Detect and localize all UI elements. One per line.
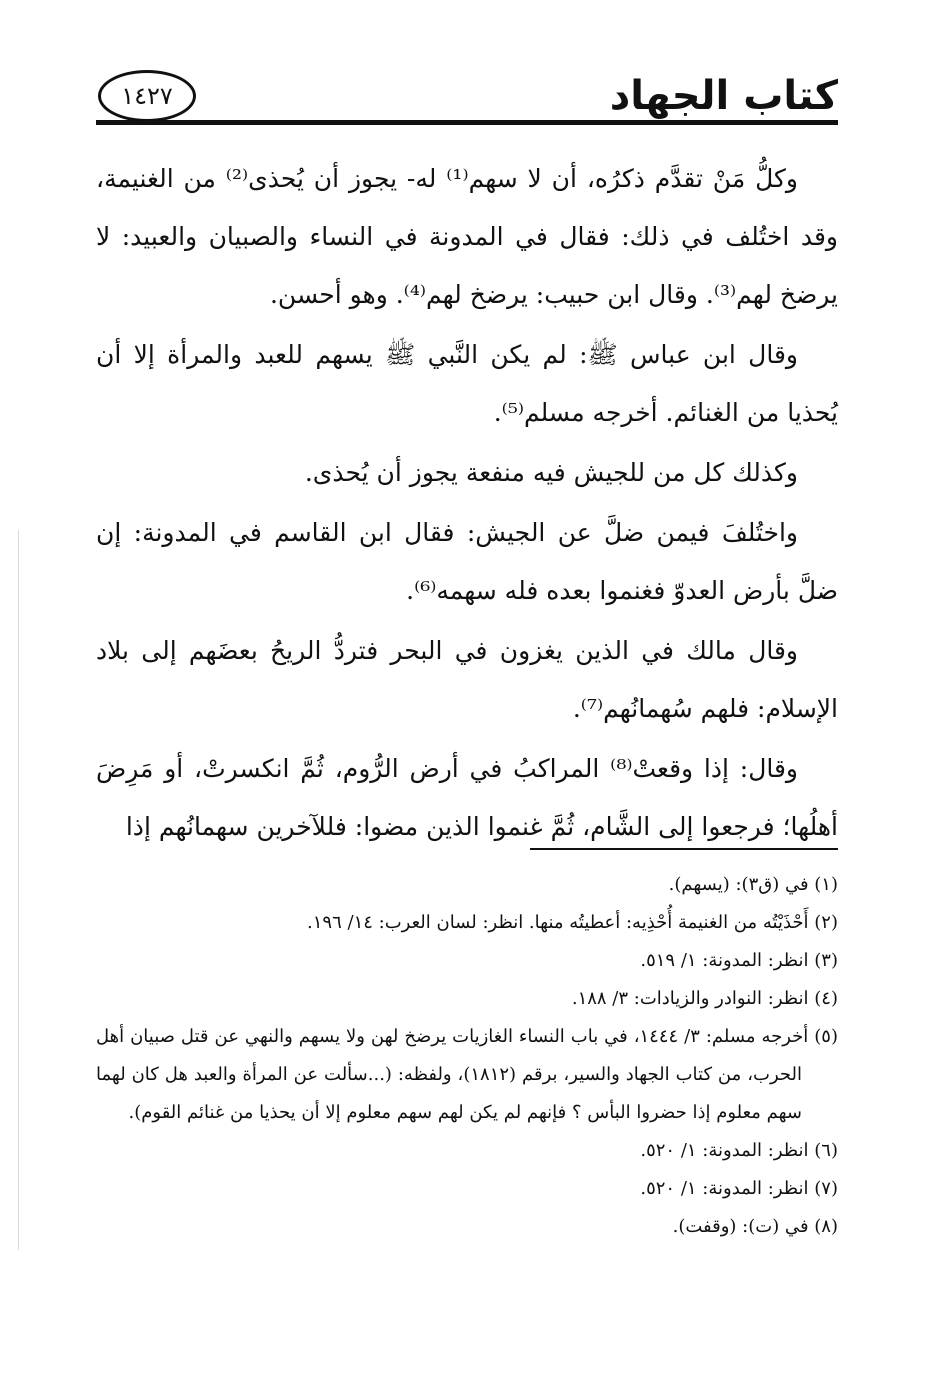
footnote: (٦) انظر: المدونة: ١/ ٥٢٠. (640, 1140, 838, 1161)
main-text (96, 150, 838, 858)
header-rule (96, 120, 838, 125)
footnote: (٨) في (ت): (وقفت). (672, 1216, 838, 1237)
paragraph: وكذلك كل من للجيش فيه منفعة يجوز أن يُحذى. (304, 458, 798, 487)
paragraph: وقال: إذا وقعتْ⁽⁸⁾ المراكبُ في أرض الرُّوم، ثُمَّ انكسرتْ، أو مَرِضَ أهلُها؛ فرجعوا إلى الشَّام، ثُمَّ غنموا الذين مضوا: فللآخرين سهمانُهم إذا (96, 754, 838, 841)
footnote: (٥) أخرجه مسلم: ٣/ ١٤٤٤، في باب النساء الغازيات يرضخ لهن ولا يسهم والنهي عن قتل صبيان أهل الحرب، من كتاب الجهاد والسير، برقم (١٨١٢)، ولفظه: (...سألت عن المرأة والعبد هل كان لهما سهم معلوم إذا حضروا البأس ؟ فإنهم لم يكن لهم سهم معلوم إلا أن يحذيا من غنائم القوم). (96, 1026, 838, 1123)
footnote: (٢) أَحْذَيْتُه من الغنيمة أُحْذِيه: أعطيتُه منها. انظر: لسان العرب: ١٤/ ١٩٦. (307, 912, 838, 933)
footnote: (٣) انظر: المدونة: ١/ ٥١٩. (640, 950, 838, 971)
paragraph: واختُلفَ فيمن ضلَّ عن الجيش: فقال ابن القاسم في المدونة: إن ضلَّ بأرض العدوّ فغنموا بعده فله سهمه⁽⁶⁾. (96, 518, 838, 605)
footnote: (٤) انظر: النوادر والزيادات: ٣/ ١٨٨. (571, 988, 838, 1009)
scan-margin-line (18, 530, 19, 1250)
paragraph: وقال ابن عباس ﷺ: لم يكن النَّبي ﷺ يسهم للعبد والمرأة إلا أن يُحذيا من الغنائم. أخرجه مسلم⁽⁵⁾. (96, 340, 838, 427)
page-header (96, 62, 838, 132)
footnote-separator (530, 848, 838, 850)
paragraph: وقال مالك في الذين يغزون في البحر فتردُّ الريحُ بعضَهم إلى بلاد الإسلام: فلهم سُهمانُهم⁽⁷⁾. (96, 636, 838, 723)
page-number: ١٤٢٧ (121, 82, 173, 110)
page-number-oval (98, 70, 196, 122)
paragraph: وكلُّ مَنْ تقدَّم ذكرُه، أن لا سهم⁽¹⁾ له- يجوز أن يُحذى⁽²⁾ من الغنيمة، وقد اختُلف في ذلك: فقال في المدونة في النساء والصبيان والعبيد: لا يرضخ لهم⁽³⁾. وقال ابن حبيب: يرضخ لهم⁽⁴⁾. وهو أحسن. (96, 164, 838, 309)
chapter-title: كتاب الجهاد (609, 73, 838, 119)
footnote: (١) في (ق٣): (يسهم). (668, 874, 838, 895)
footnote: (٧) انظر: المدونة: ١/ ٥٢٠. (640, 1178, 838, 1199)
footnotes (96, 866, 838, 1246)
